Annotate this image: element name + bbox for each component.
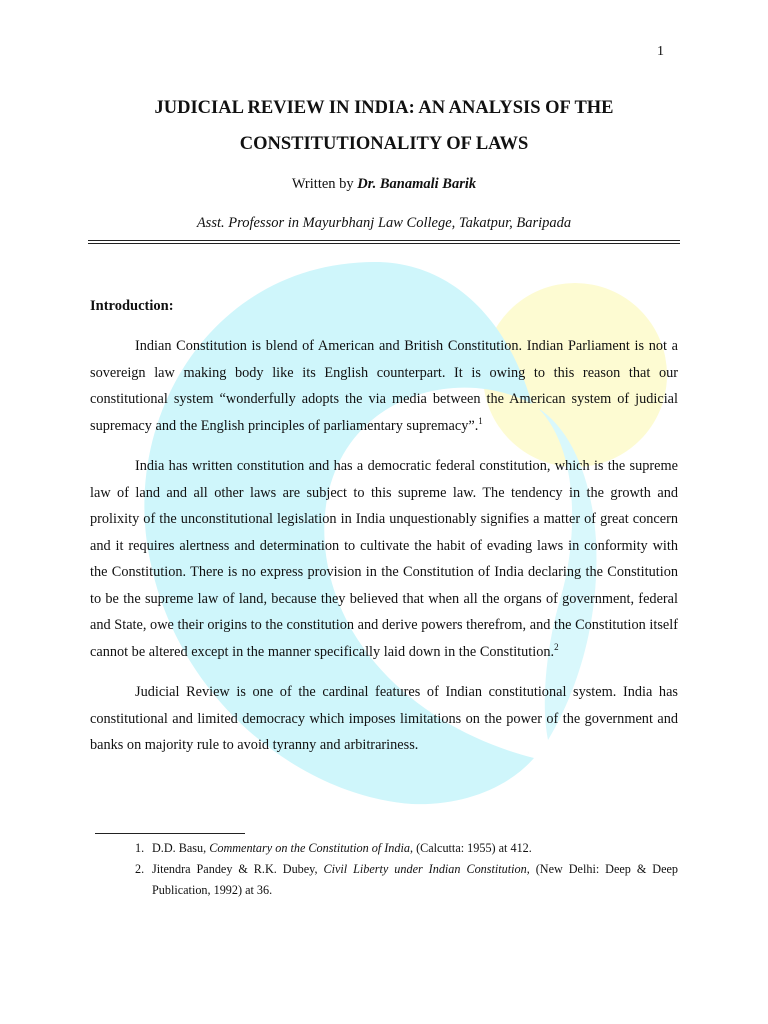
document-title <box>90 90 678 162</box>
footnote-1-title: Commentary on the Constitution of India <box>209 841 410 855</box>
byline-prefix: Written by <box>291 176 354 192</box>
body-text <box>90 333 678 773</box>
footnote-divider <box>95 833 245 834</box>
footnote-ref-2: 2 <box>554 641 559 652</box>
footnote-1 <box>135 838 678 859</box>
footnote-2-title: Civil Liberty under Indian Constitution <box>323 862 527 876</box>
author-name: Dr. Banamali Barik <box>357 176 477 192</box>
title-line-1: JUDICIAL REVIEW IN INDIA: AN ANALYSIS OF THE <box>154 98 614 118</box>
paragraph-2-text: India has written constitution and has a democratic federal constitution, which is the supreme law of land and all other laws are subject to this supreme law. The tendency in the growth and prolixity of the unconstitutional legislation in India unquestionably signifies a matter of great concern and it requires alertness and determination to cultivate the habit of evading laws in conformity with the Constitution. There is no express provision in the Constitution of India declaring the Constitution to be the supreme law of land, because they believed that when all the organs of government, federal and State, owe their origins to the constitution and derive powers therefrom, and the Constitution itself cannot be altered except in the manner specifically laid down in the Constitution. <box>90 458 678 660</box>
footnote-2-pre: Jitendra Pandey & R.K. Dubey, <box>152 862 324 876</box>
author-affiliation: Asst. Professor in Mayurbhanj Law College, Takatpur, Baripada <box>196 215 572 231</box>
paragraph-3 <box>90 679 678 759</box>
footnote-2-number: 2. <box>135 862 145 876</box>
title-divider <box>88 240 680 244</box>
footnote-1-number: 1. <box>135 841 145 855</box>
paragraph-3-text: Judicial Review is one of the cardinal features of Indian constitutional system. India has constitutional and limited democracy which imposes limitations on the power of the government and banks on majority rule to avoid tyranny and arbitrariness. <box>90 684 678 753</box>
title-line-2: CONSTITUTIONALITY OF LAWS <box>239 134 529 154</box>
footnote-1-post: , (Calcutta: 1955) at 412. <box>409 841 532 855</box>
page-number: 1 <box>657 44 664 59</box>
paragraph-2 <box>90 453 678 665</box>
byline <box>90 176 678 193</box>
paragraph-1-text: Indian Constitution is blend of American and British Constitution. Indian Parliament is not a sovereign law making body like its English counterpart. It is owing to this reason that our constitutional system “wonderfully adopts the via media between the American system of judicial supremacy and the English principles of parliamentary supremacy”. <box>90 338 678 434</box>
footnote-2 <box>135 859 678 901</box>
footnote-ref-1: 1 <box>478 415 483 426</box>
paragraph-1 <box>90 333 678 439</box>
footnotes <box>135 838 678 901</box>
footnote-2-post: , (New Delhi: Deep & Deep Publication, 1992) at 36. <box>152 862 678 897</box>
section-heading: Introduction: <box>90 298 174 314</box>
footnote-1-pre: D.D. Basu, <box>152 841 210 855</box>
